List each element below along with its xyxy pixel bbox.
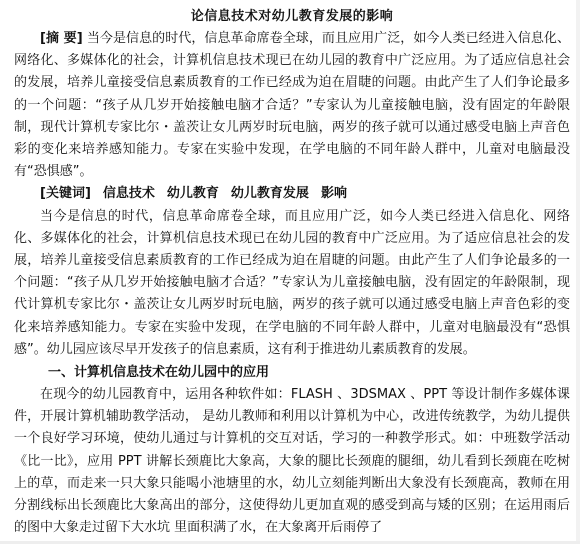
keyword: 信息技术 [102, 186, 155, 202]
abstract-text: 当今是信息的时代，信息革命席卷全球，而且应用广泛，如今人类已经进入信息化、网络化、多媒体化的社会，计算机信息技术现已在幼儿园的教育中广泛应用。为了适应信息社会的发展，培养儿童接受信息素质教育的工作已经成为迫在眉睫的问题。由此产生了人们争论最多的一个问题：“孩子从几岁开始接触电脑才合适？”专家认为儿童接触电脑，没有固定的年龄限制，现代计算机专家比尔・盖茨让女儿两岁时玩电脑，两岁的孩子就可以通过感受电脑上声音色彩的变化来培养感知能力。专家在实验中发现，在学电脑的不同年龄人群中，儿童对电脑最没有“恐惧感”。 [14, 31, 570, 180]
keyword: 幼儿教育 [166, 186, 219, 202]
keyword: 幼儿教育发展 [230, 186, 309, 202]
keyword: 影响 [320, 186, 347, 202]
document-title: 论信息技术对幼儿教育发展的影响 [190, 9, 394, 24]
keywords-line [40, 183, 570, 205]
section-paragraph: 在现今的幼儿园教育中，运用各种软件如：FLASH 、3DSMAX 、PPT 等设计制作多媒体课件，开展计算机辅助教学活动， 是幼儿教师和利用以计算机为中心，改进传统教学，为幼儿提供一个良好学习环境，使幼儿通过与计算机的交互对话，学习的一种教学形式。如：中班数学活动《比一比》，应用 PPT 讲解长颈鹿比大象高，大象的腿比长颈鹿的腿细，幼儿看到长颈鹿在吃树上的草，而走来一只大象只能喝小池塘里的水，幼儿立刻能判断出大象没有长颈鹿高，教师在用分割线标出长颈鹿比大象高出的部分，这使得幼儿更加直观的感受到高与矮的区别；在运用雨后的图中大象走过留下大水坑 里面积满了水，在大象离开后雨停了 [14, 387, 570, 536]
intro-paragraph: 当今是信息的时代，信息革命席卷全球，而且应用广泛，如今人类已经进入信息化、网络化、多媒体化的社会，计算机信息技术现已在幼儿园的教育中广泛应用。为了适应信息社会的发展，培养儿童接受信息素质教育的工作已经成为迫在眉睫的问题。由此产生了人们争论最多的一个问题：“孩子从几岁开始接触电脑才合适？”专家认为儿童接触电脑，没有固定的年龄限制，现代计算机专家比尔・盖茨让女儿两岁时玩电脑，两岁的孩子就可以通过感受电脑上声音色彩的变化来培养感知能力。专家在实验中发现，在学电脑的不同年龄人群中，儿童对电脑最没有“恐惧感”。幼儿园应该尽早开发孩子的信息素质，这有利于推进幼儿素质教育的发展。 [14, 208, 570, 357]
keywords-label: [关键词] [40, 186, 91, 202]
abstract-paragraph [14, 28, 570, 183]
abstract-label: [摘 要] [40, 31, 83, 46]
document-body [14, 8, 570, 539]
page-edge-right [576, 0, 580, 544]
section-heading: 一、计算机信息技术在幼儿园中的应用 [48, 365, 270, 381]
